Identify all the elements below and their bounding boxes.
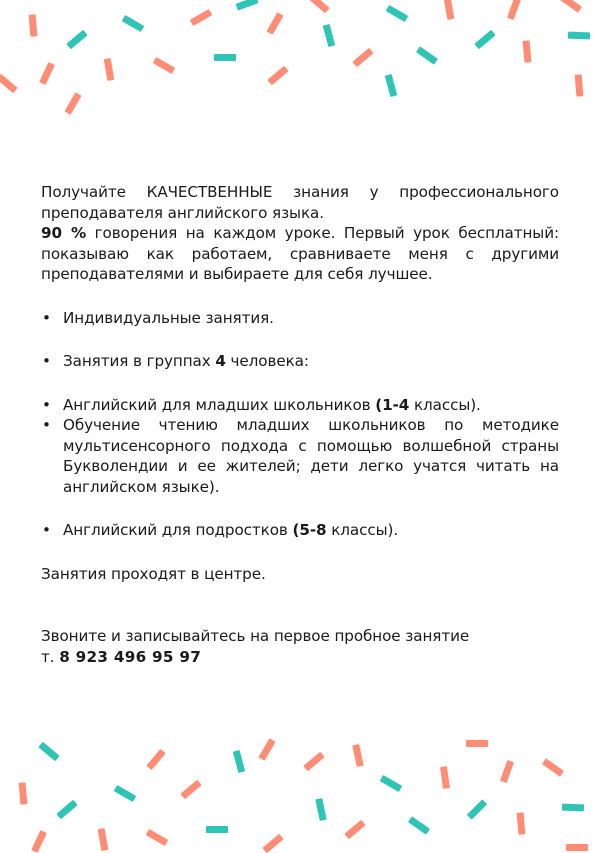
list-item bbox=[41, 395, 559, 416]
cta-text: Звоните и записывайтесь на первое пробное занятие bbox=[41, 627, 470, 645]
confetti-piece bbox=[507, 0, 521, 20]
confetti-piece bbox=[344, 820, 365, 840]
confetti-piece bbox=[104, 58, 115, 81]
confetti-piece bbox=[190, 9, 213, 26]
confetti-piece bbox=[352, 744, 363, 767]
confetti-piece bbox=[323, 24, 335, 47]
confetti-piece bbox=[542, 758, 564, 776]
service-text-rest: классы). bbox=[409, 395, 481, 414]
confetti-piece bbox=[258, 738, 275, 761]
service-text: Английский для подростков bbox=[63, 521, 293, 539]
list-item bbox=[41, 351, 559, 372]
bullet-icon: • bbox=[42, 521, 51, 539]
confetti-piece bbox=[440, 766, 450, 789]
flyer-content bbox=[41, 182, 559, 667]
confetti-piece bbox=[308, 0, 329, 13]
confetti-piece bbox=[562, 804, 584, 812]
confetti-piece bbox=[262, 834, 283, 853]
list-item bbox=[41, 415, 559, 497]
confetti-piece bbox=[180, 780, 201, 800]
intro-offer-text: говорения на каждом уроке. Первый урок бесплатный: показываю как работаем, сравниваете меня с другими преподавателями и выбираете для себя лучшее. bbox=[41, 224, 559, 283]
intro-text-rest: знания у профессионального преподавателя английского языка. bbox=[41, 183, 559, 222]
service-text-rest: человека: bbox=[225, 352, 309, 370]
confetti-piece bbox=[0, 74, 18, 94]
service-text-rest: классы). bbox=[326, 521, 399, 539]
confetti-piece bbox=[315, 798, 326, 821]
confetti-piece bbox=[408, 816, 430, 834]
group-size: 4 bbox=[215, 352, 226, 370]
confetti-piece bbox=[206, 826, 228, 833]
speaking-percent: 90 % bbox=[41, 224, 87, 242]
service-text: Английский для младших школьников bbox=[63, 395, 376, 414]
confetti-piece bbox=[474, 30, 495, 50]
confetti-piece bbox=[19, 782, 28, 805]
confetti-piece bbox=[523, 40, 532, 63]
confetti-piece bbox=[517, 812, 526, 835]
confetti-piece bbox=[38, 742, 59, 762]
phone-prefix: т. bbox=[41, 647, 60, 666]
confetti-piece bbox=[56, 800, 77, 820]
grade-range: (1-4 bbox=[375, 395, 410, 414]
confetti-piece bbox=[575, 74, 584, 97]
confetti-piece bbox=[266, 12, 283, 35]
confetti-piece bbox=[444, 0, 455, 20]
grade-range: (5-8 bbox=[292, 521, 327, 539]
confetti-piece bbox=[467, 799, 488, 820]
confetti-piece bbox=[233, 750, 245, 773]
service-text: Занятия в группах bbox=[63, 352, 216, 370]
bullet-icon: • bbox=[42, 395, 51, 414]
confetti-piece bbox=[29, 14, 38, 37]
bullet-icon: • bbox=[42, 352, 51, 370]
confetti-decoration-bottom bbox=[0, 728, 600, 848]
bullet-icon: • bbox=[42, 308, 51, 327]
confetti-piece bbox=[146, 829, 169, 846]
location-text: Занятия проходят в центре. bbox=[41, 564, 266, 583]
confetti-piece bbox=[153, 57, 176, 74]
confetti-piece bbox=[560, 0, 582, 13]
confetti-piece bbox=[114, 785, 137, 802]
intro-text: Получайте bbox=[41, 183, 147, 201]
bullet-icon: • bbox=[42, 416, 51, 434]
confetti-piece bbox=[146, 749, 166, 770]
confetti-piece bbox=[386, 5, 409, 22]
phone-number[interactable]: 8 923 496 95 97 bbox=[59, 647, 202, 666]
confetti-piece bbox=[380, 775, 403, 792]
call-to-action bbox=[41, 626, 559, 667]
intro-paragraph bbox=[41, 182, 559, 285]
confetti-piece bbox=[267, 66, 288, 86]
service-text: Индивидуальные занятия. bbox=[63, 308, 274, 327]
confetti-piece bbox=[500, 760, 514, 783]
confetti-piece bbox=[466, 740, 488, 747]
confetti-piece bbox=[568, 32, 590, 40]
service-text: Обучение чтению младших школьников по методике мультисенсорного подхода с помощью волшебной страны Букволендии и ее жителей; дети легко учатся читать на английском языке). bbox=[63, 416, 559, 496]
confetti-decoration-top bbox=[0, 0, 600, 130]
confetti-piece bbox=[352, 48, 373, 68]
confetti-piece bbox=[416, 46, 438, 64]
confetti-piece bbox=[122, 15, 145, 32]
confetti-piece bbox=[66, 30, 87, 50]
list-item bbox=[41, 520, 559, 541]
confetti-piece bbox=[214, 54, 236, 61]
confetti-piece bbox=[64, 92, 81, 115]
confetti-piece bbox=[235, 0, 258, 11]
confetti-piece bbox=[385, 74, 397, 97]
confetti-piece bbox=[31, 830, 47, 853]
confetti-piece bbox=[303, 752, 324, 772]
services-list bbox=[41, 308, 559, 541]
intro-emphasis: КАЧЕСТВЕННЫЕ bbox=[146, 183, 273, 201]
confetti-piece bbox=[39, 62, 55, 85]
list-item bbox=[41, 308, 559, 329]
